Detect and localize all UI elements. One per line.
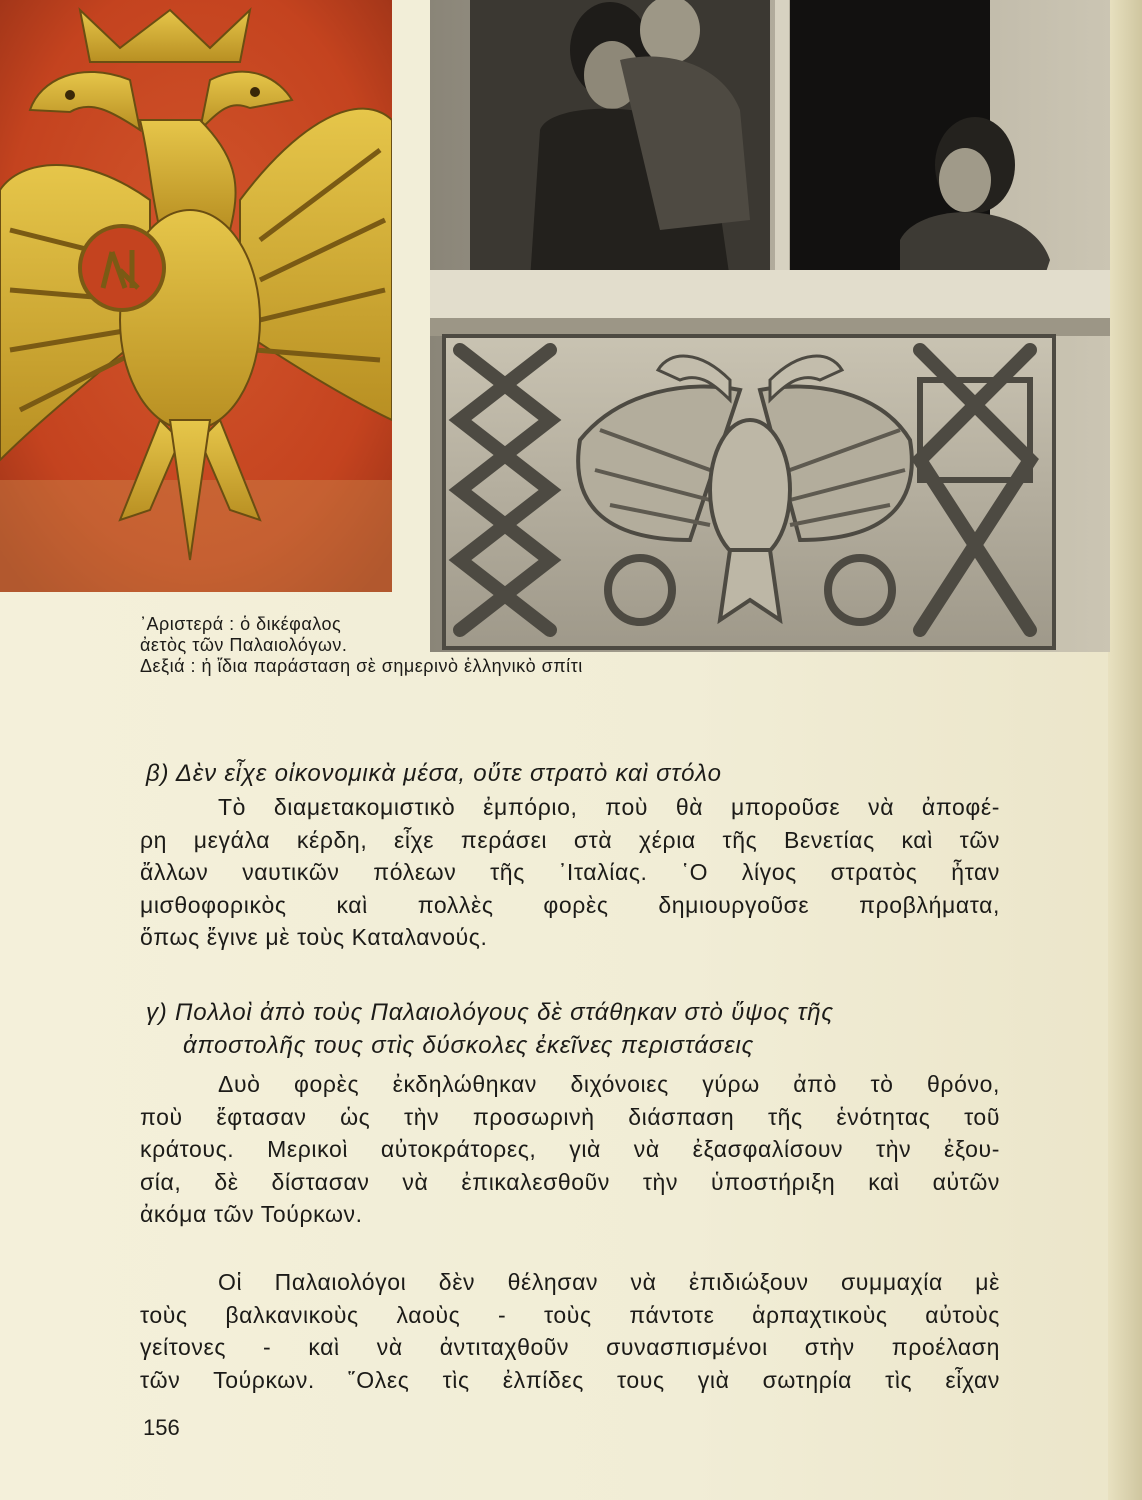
caption-line: ᾽Αριστερά : ὁ δικέφαλος	[140, 614, 342, 634]
section-g-heading-line2: ἀποστολῆς τους στὶς δύσκολες ἐκεῖνες περιστάσεις	[183, 1032, 755, 1059]
text-line: τῶν Τούρκων. ῞Ολες τὶς ἐλπίδες τους γιὰ σωτηρία τὶς εἶχαν	[140, 1366, 1000, 1393]
page-number: 156	[143, 1415, 180, 1440]
text-line: μισθοφορικὸς καὶ πολλὲς φορὲς δημιουργοῦσε προβλήματα,	[140, 891, 1000, 918]
section-b-paragraph	[140, 791, 1000, 954]
caption-line: ἀετὸς τῶν Παλαιολόγων.	[140, 635, 348, 655]
text-line: κράτους. Μερικοὶ αὐτοκράτορες, γιὰ νὰ ἐξασφαλίσουν τὴν ἐξου-	[140, 1136, 1000, 1162]
eagle-emblem-photo	[0, 0, 392, 592]
section-g-paragraph-2	[140, 1266, 1000, 1396]
text-line: ἀκόμα τῶν Τούρκων.	[140, 1201, 363, 1227]
text-line: ἄλλων ναυτικῶν πόλεων τῆς ᾽Ιταλίας. ῾Ο λίγος στρατὸς ἦταν	[140, 859, 1000, 885]
page-edge-shadow	[1108, 0, 1142, 1500]
text-line: ὅπως ἔγινε μὲ τοὺς Καταλανούς.	[140, 924, 488, 950]
text-line: ρη μεγάλα κέρδη, εἶχε περάσει στὰ χέρια τῆς Βενετίας καὶ τῶν	[140, 826, 1000, 853]
text-line: τοὺς βαλκανικοὺς λαοὺς - τοὺς πάντοτε ἁρπαχτικοὺς αὐτοὺς	[140, 1301, 1000, 1328]
text-line: Τὸ διαμετακομιστικὸ ἐμπόριο, ποὺ θὰ μποροῦσε νὰ ἀποφέ-	[218, 794, 1000, 820]
section-g-paragraph-1	[140, 1068, 1000, 1231]
balcony-eagle-photo	[430, 0, 1110, 652]
text-line: Οἱ Παλαιολόγοι δὲν θέλησαν νὰ ἐπιδιώξουν συμμαχία μὲ	[218, 1269, 1000, 1295]
text-line: γείτονες - καὶ νὰ ἀντιταχθοῦν συνασπισμένοι στὴν προέλαση	[140, 1334, 1000, 1360]
section-g-heading-line1: γ) Πολλοὶ ἀπὸ τοὺς Παλαιολόγους δὲ στάθηκαν στὸ ὕψος τῆς	[146, 999, 834, 1026]
caption-line: Δεξιά : ἡ ἴδια παράσταση σὲ σημερινὸ ἑλληνικὸ σπίτι	[140, 656, 583, 676]
text-line: Δυὸ φορὲς ἐκδηλώθηκαν διχόνοιες γύρω ἀπὸ τὸ θρόνο,	[218, 1071, 1000, 1097]
section-b-heading: β) Δὲν εἶχε οἰκονομικὰ μέσα, οὔτε στρατὸ καὶ στόλο	[146, 760, 722, 787]
text-line: ποὺ ἔφτασαν ὡς τὴν προσωρινὴ διάσπαση τῆς ἑνότητας τοῦ	[140, 1103, 1000, 1130]
figure-caption	[140, 614, 720, 677]
text-line: σία, δὲ δίστασαν νὰ ἐπικαλεσθοῦν τὴν ὑποστήριξη καὶ αὐτῶν	[140, 1168, 1000, 1195]
